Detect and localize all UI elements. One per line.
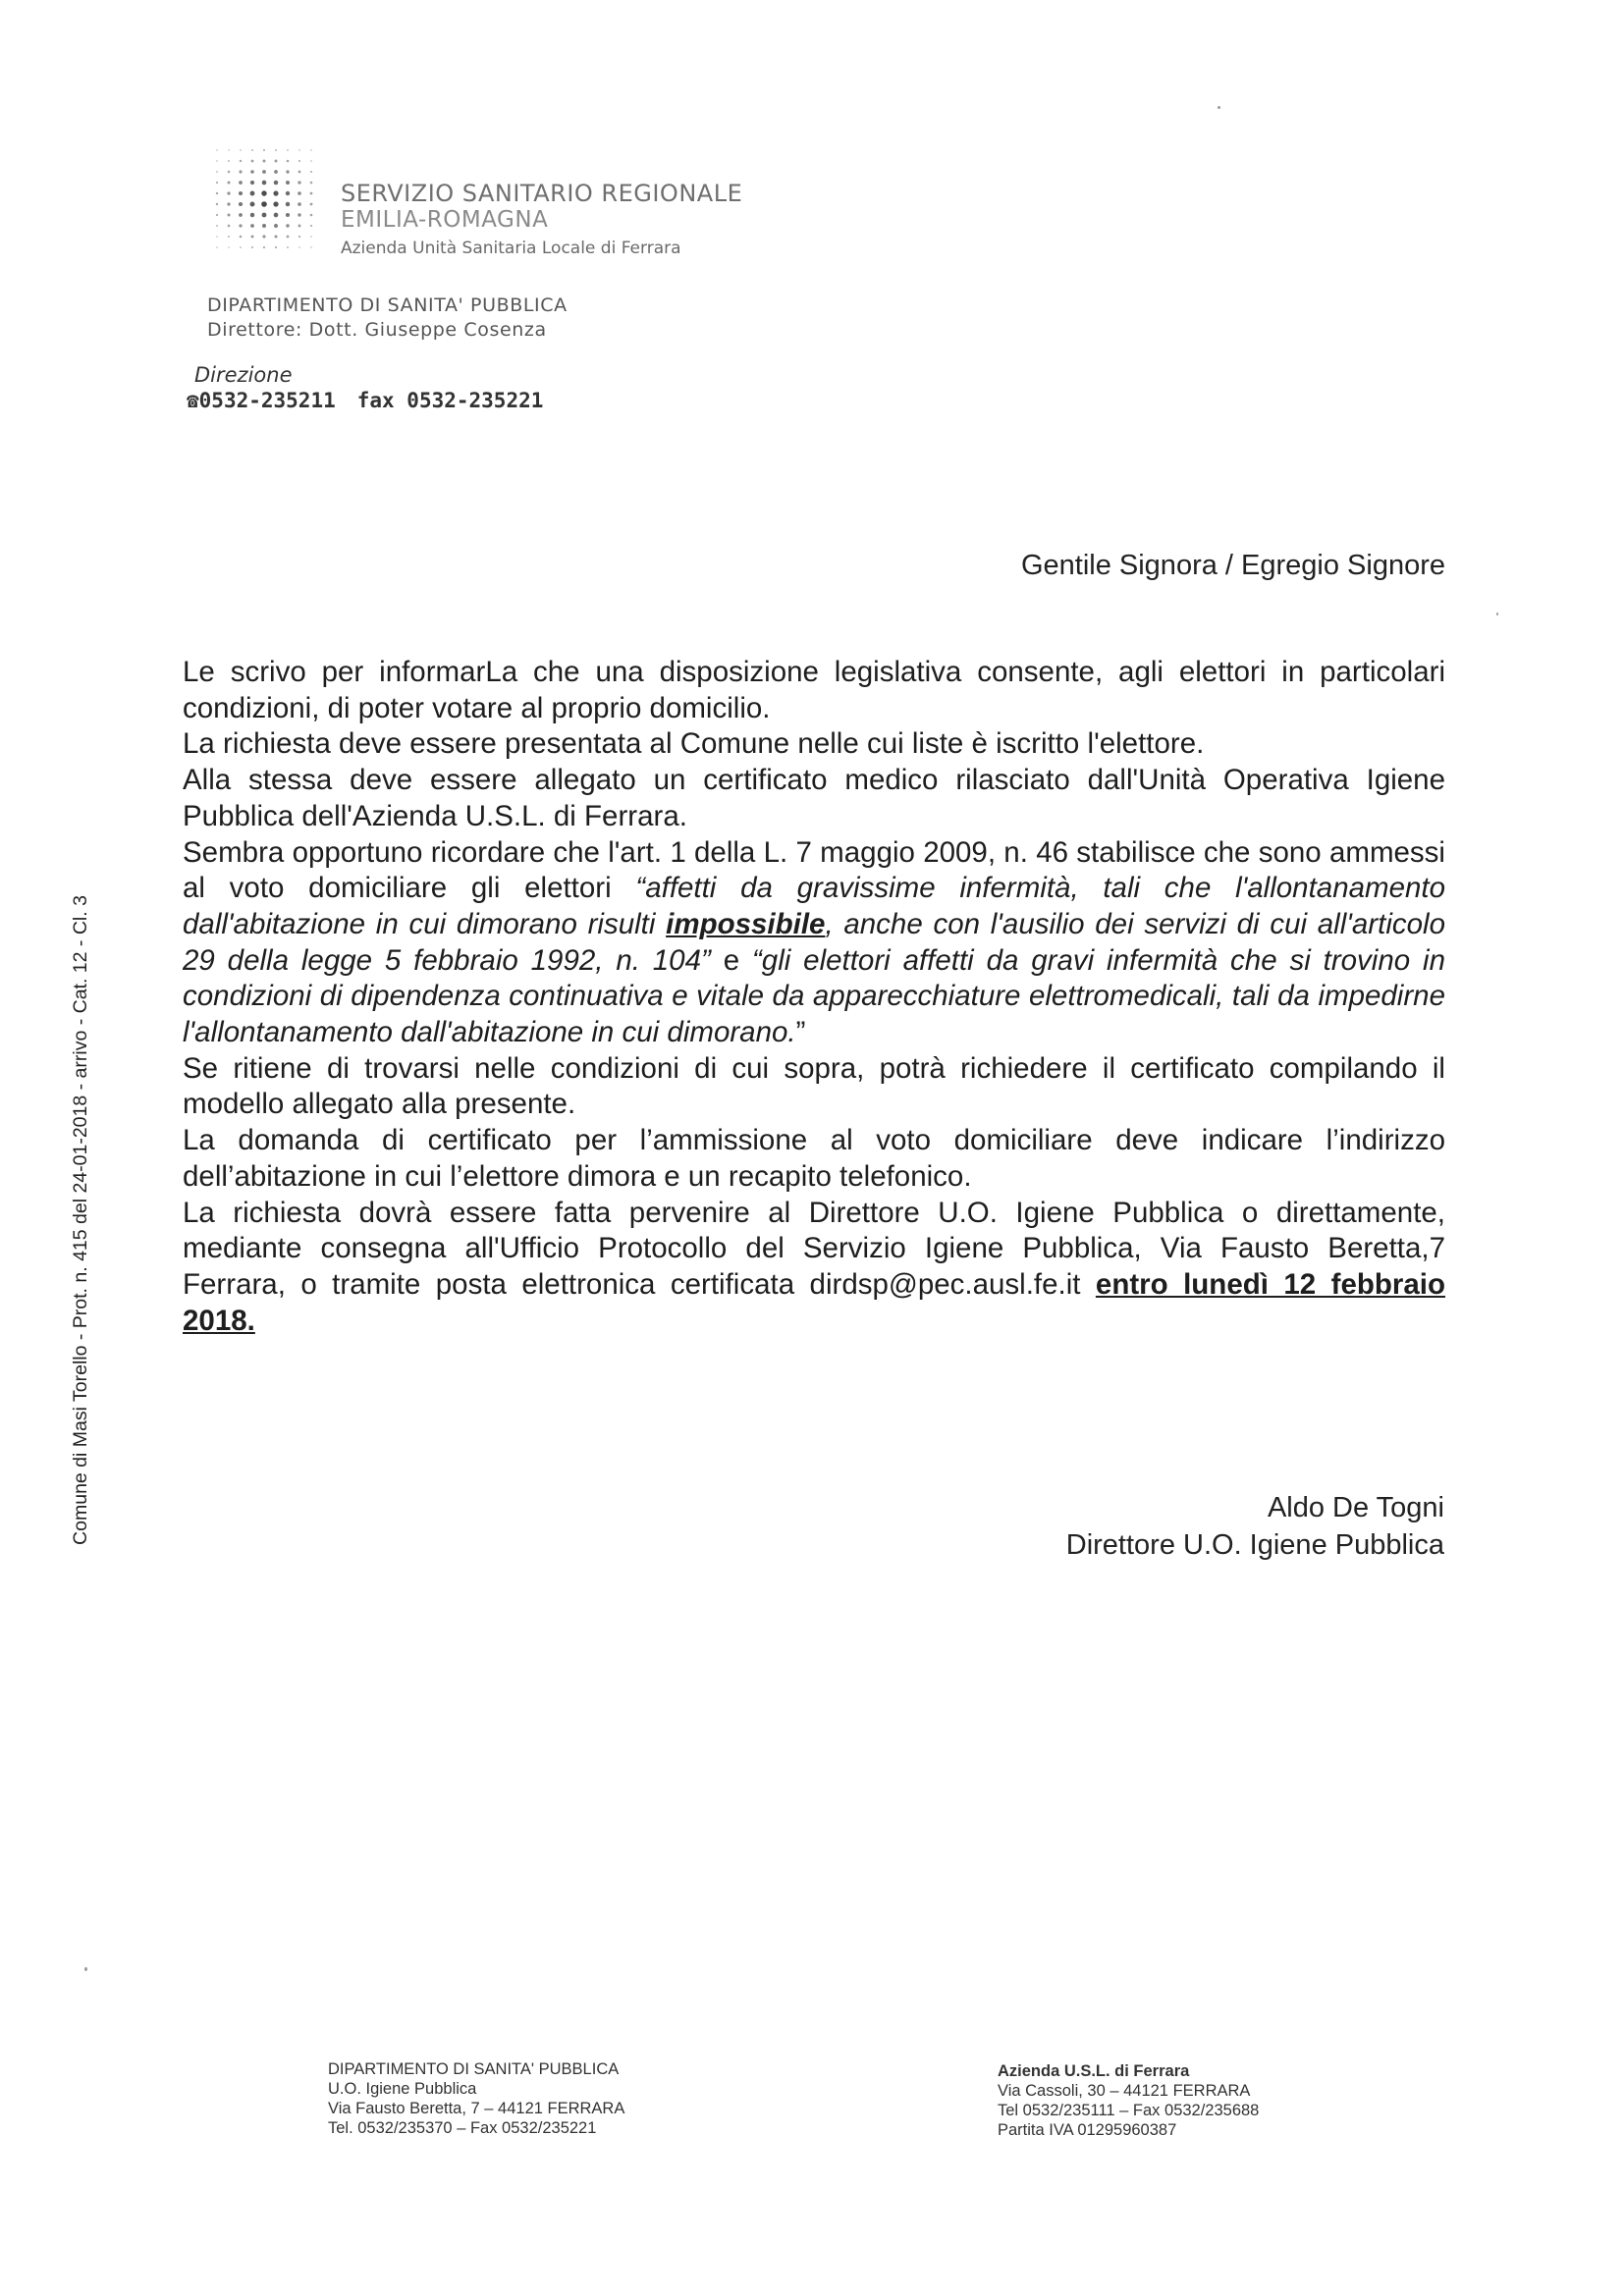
logo-dot xyxy=(227,191,230,194)
logo-dot xyxy=(298,236,300,238)
logo-dot xyxy=(250,181,254,185)
emphasis-impossibile: impossibile xyxy=(666,907,826,940)
logo-dot xyxy=(274,235,277,238)
paragraph xyxy=(183,1196,1445,1340)
logo-dot xyxy=(239,224,242,227)
logo-dot xyxy=(250,202,255,207)
letter-body xyxy=(183,655,1445,1339)
logo-dot xyxy=(274,170,278,174)
department-director: Direttore: Dott. Giuseppe Cosenza xyxy=(207,319,547,341)
logo-dot xyxy=(261,201,267,207)
logo-dot xyxy=(262,181,267,186)
salutation: Gentile Signora / Egregio Signore xyxy=(1020,550,1445,581)
signatory-name: Aldo De Togni xyxy=(1267,1492,1444,1523)
logo-dot xyxy=(228,171,231,174)
scan-speck xyxy=(1496,613,1498,615)
logo-dot xyxy=(275,160,278,163)
logo-dot xyxy=(240,246,242,248)
scan-speck xyxy=(1218,106,1220,109)
paragraph: La richiesta deve essere presentata al Comune nelle cui liste è iscritto l'elettore. xyxy=(183,727,1205,761)
scan-speck xyxy=(84,1967,87,1971)
footer-line: DIPARTIMENTO DI SANITA' PUBBLICA xyxy=(328,2060,620,2078)
logo-dot xyxy=(286,213,290,217)
contact-line xyxy=(187,389,543,412)
footer-line: U.O. Igiene Pubblica xyxy=(328,2080,477,2098)
paragraph: Se ritiene di trovarsi nelle condizioni di cui sopra, potrà richiedere il certificato compilando il modello allegato alla presente. xyxy=(183,1051,1445,1121)
paragraph: La domanda di certificato per l’ammissione al voto domiciliare deve indicare l’indirizzo dell’abitazione in cui l’elettore dimora e un recapito telefonico. xyxy=(183,1124,1445,1193)
submission-instructions: La richiesta dovrà essere fatta pervenire al Direttore U.O. Igiene Pubblica o direttamente, mediante consegna all'Ufficio Protocollo del Servizio Igiene Pubblica, Via Fausto Beretta,7 Ferrara, o tramite posta elettronica certificata dirdsp@pec.ausl.fe.it xyxy=(183,1196,1445,1301)
logo-text-azienda: Azienda Unità Sanitaria Locale di Ferrara xyxy=(341,239,681,258)
paragraph: Alla stessa deve essere allegato un certificato medico rilasciato dall'Unità Operativa Igiene Pubblica dell'Azienda U.S.L. di Ferrara. xyxy=(183,764,1445,832)
logo-dot xyxy=(262,224,266,228)
regional-health-logo-icon xyxy=(211,145,321,255)
logo-dot xyxy=(216,149,218,151)
logo-dot xyxy=(216,192,218,194)
logo-dot xyxy=(228,246,230,248)
logo-dot xyxy=(262,235,265,238)
logo-dot xyxy=(310,171,312,173)
protocol-stamp: Comune di Masi Torello - Prot. n. 415 del 24-01-2018 - arrivo - Cat. 12 - Cl. 3 xyxy=(70,895,91,1545)
law-quote-1a: “affetti da gravissime infermità, tali che l'allontanamento dall'abitazione in cui dimorano risulti xyxy=(183,872,1445,940)
footer-line: Via Fausto Beretta, 7 – 44121 FERRARA xyxy=(328,2100,625,2117)
logo-dot xyxy=(250,224,254,228)
logo-dot xyxy=(286,202,290,206)
logo-dot xyxy=(298,213,300,216)
logo-dot xyxy=(239,202,243,206)
phone-number: 0532-235211 xyxy=(198,389,336,412)
logo-dot xyxy=(240,236,243,239)
logo-dot xyxy=(228,149,230,151)
logo-dot xyxy=(216,225,218,227)
logo-dot xyxy=(298,191,301,195)
logo-dot xyxy=(216,236,218,238)
footer-department xyxy=(328,2059,624,2138)
logo-dot xyxy=(239,170,242,173)
logo-dot xyxy=(251,246,253,248)
logo-text-servizio: SERVIZIO SANITARIO REGIONALE xyxy=(341,180,743,207)
logo-dot xyxy=(287,160,290,163)
paragraph: Le scrivo per informarLa che una disposizione legislativa consente, agli elettori in particolari condizioni, di poter votare al proprio domicilio. xyxy=(183,656,1445,724)
logo-dot xyxy=(227,213,230,216)
quote-close: ” xyxy=(795,1016,806,1049)
logo-dot xyxy=(251,149,253,151)
logo-dot xyxy=(263,149,265,151)
logo-dot xyxy=(239,213,243,217)
logo-dot xyxy=(250,170,254,174)
logo-dot xyxy=(250,213,254,217)
logo-dot xyxy=(250,191,255,196)
logo-dot xyxy=(216,203,218,205)
conjunction: e xyxy=(710,943,752,977)
logo-dot xyxy=(251,236,254,239)
footer-line: Tel. 0532/235370 – Fax 0532/235221 xyxy=(328,2119,597,2137)
logo-dot xyxy=(263,246,265,248)
fax-number: fax 0532-235221 xyxy=(356,389,544,412)
logo-dot xyxy=(298,225,301,228)
logo-dot xyxy=(216,182,218,184)
logo-dot xyxy=(310,225,312,227)
law-reference-intro: Sembra opportuno ricordare che l'art. 1 della L. 7 maggio 2009, n. 46 stabilisce che sono ammessi al voto domiciliare gli elettori xyxy=(183,835,1445,905)
signature-block xyxy=(1066,1489,1444,1564)
logo-dot xyxy=(239,191,243,195)
footer-line: Azienda U.S.L. di Ferrara xyxy=(998,2062,1190,2080)
logo-dot xyxy=(275,246,277,248)
logo-dot xyxy=(310,236,312,238)
logo-dot xyxy=(228,182,231,185)
law-quote-1b: , anche con l'ausilio dei servizi di cui all'articolo 29 della legge 5 febbraio 1992, n. 104” xyxy=(183,907,1446,977)
logo-dot xyxy=(286,191,290,195)
logo-dot xyxy=(216,171,218,173)
logo-dot xyxy=(227,202,230,205)
deadline: entro lunedì 12 febbraio 2018. xyxy=(183,1267,1445,1337)
logo-dot xyxy=(262,213,267,218)
department-name: DIPARTIMENTO DI SANITA' PUBBLICA xyxy=(207,294,568,316)
direzione-label: Direzione xyxy=(194,363,293,387)
logo-dot xyxy=(310,214,313,217)
law-quote-2: “gli elettori affetti da gravi infermità che si trovino in condizioni di dipendenza continuativa e vitale da apparecchiature elettromedicali, tali da impedirne l'allontanamento dall'abitazione in cui dimorano. xyxy=(183,943,1445,1049)
logo-dot xyxy=(261,190,266,195)
logo-dot xyxy=(298,171,301,174)
logo-dot xyxy=(310,192,313,195)
logo-dot xyxy=(273,201,278,206)
footer-line: Tel 0532/235111 – Fax 0532/235688 xyxy=(998,2102,1260,2119)
logo-dot xyxy=(240,149,242,151)
logo-dot xyxy=(298,246,300,248)
logo-dot xyxy=(286,170,289,173)
footer-azienda xyxy=(998,2061,1259,2140)
logo-dot xyxy=(228,160,230,162)
logo-dot xyxy=(240,160,242,162)
signatory-role: Direttore U.O. Igiene Pubblica xyxy=(1065,1529,1444,1561)
footer-line: Via Cassoli, 30 – 44121 FERRARA xyxy=(998,2082,1251,2100)
logo-dot xyxy=(287,149,289,151)
logo-dot xyxy=(287,246,289,248)
logo-dot xyxy=(310,203,313,206)
logo-dot xyxy=(263,160,266,163)
logo-dot xyxy=(251,160,254,163)
logo-dot xyxy=(216,246,218,248)
logo-dot xyxy=(287,236,290,239)
logo-dot xyxy=(298,160,300,162)
logo-dot xyxy=(310,246,312,248)
logo-dot xyxy=(216,214,218,216)
logo-dot xyxy=(310,182,313,185)
paragraph xyxy=(183,835,1445,1051)
logo-dot xyxy=(274,181,279,186)
logo-dot xyxy=(286,224,289,227)
logo-dot xyxy=(262,170,266,174)
logo-dot xyxy=(274,213,279,218)
logo-dot xyxy=(228,225,231,228)
logo-dot xyxy=(298,202,301,206)
telephone-icon: ☎ xyxy=(187,389,199,412)
logo-dot xyxy=(310,149,312,151)
footer-line: Partita IVA 01295960387 xyxy=(998,2121,1177,2139)
logo-dot xyxy=(239,181,243,185)
logo-dot xyxy=(228,236,230,238)
logo-dot xyxy=(274,224,278,228)
logo-dot xyxy=(286,181,290,185)
logo-text-region: EMILIA-ROMAGNA xyxy=(341,207,549,233)
logo-dot xyxy=(275,149,277,151)
logo-dot xyxy=(298,149,300,151)
logo-dot xyxy=(310,160,312,162)
logo-dot xyxy=(298,181,300,184)
logo-dot xyxy=(216,160,218,162)
logo-dot xyxy=(273,190,278,195)
